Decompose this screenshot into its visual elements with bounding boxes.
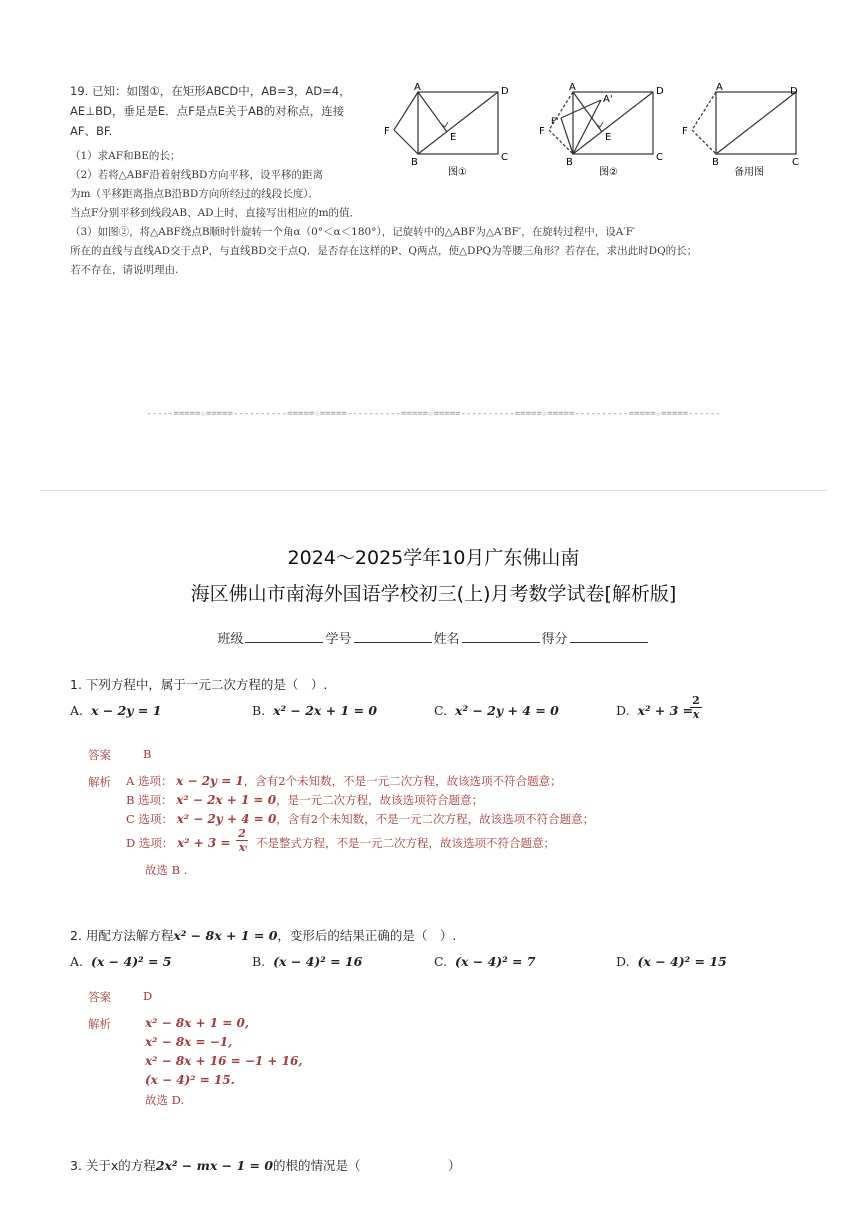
option-expr: x² − 2y + 4 = 0: [455, 703, 559, 718]
q2-option-b: [252, 954, 362, 969]
q1-conclusion: 故选 B .: [145, 863, 188, 877]
stem-text: ，变形后的结果正确的是（ ）.: [277, 928, 457, 943]
q1-analysis-d-fraction: [236, 827, 248, 854]
q1-stem: 1. 下列方程中，属于一元二次方程的是（ ）.: [70, 677, 328, 692]
q2-conclusion: 故选 D.: [145, 1093, 185, 1107]
fig2-label: B: [566, 157, 573, 168]
fig3-label: A: [716, 82, 723, 93]
q19-part2b: 为m（平移距离指点B沿BD方向所经过的线段长度）．: [70, 188, 320, 200]
analysis-key: B 选项：: [126, 793, 173, 807]
q1-analysis-label: 解析: [88, 775, 111, 789]
number-blank[interactable]: [354, 630, 432, 643]
q1-option-d: [616, 703, 693, 718]
name-blank[interactable]: [462, 630, 540, 643]
fig1-label: D: [501, 86, 509, 97]
option-key: C.: [434, 703, 448, 718]
q2-option-a: [70, 954, 171, 969]
option-expr: (x − 4)² = 5: [90, 954, 172, 969]
score-label: 得分: [541, 632, 568, 647]
fig2-label: E: [605, 132, 612, 143]
option-key: C.: [434, 954, 448, 969]
analysis-key: D 选项：: [126, 836, 174, 850]
figure-1: [380, 80, 520, 178]
q2-stem: [70, 926, 456, 944]
section-divider: -----=====☆=====----------=====☆=====----------=====☆=====----------=====☆=====----------=====☆=====------: [146, 409, 721, 419]
figure-3: [678, 80, 818, 178]
fig2-caption: 图②: [599, 167, 618, 178]
q19-line1: 19. 已知：如图①，在矩形ABCD中，AB=3，AD=4，: [70, 84, 351, 98]
q19-part3b: 所在的直线与直线AD交于点P，与直线BD交于点Q．是否存在这样的P、Q两点，使△DPQ为等腰三角形？若存在，求出此时DQ的长；: [70, 245, 698, 257]
analysis-text: ，含有2个未知数，不是一元二次方程，故该选项不符合题意；: [243, 774, 562, 788]
analysis-expr: x² − 2x + 1 = 0: [176, 793, 277, 807]
q2-step-1: x² − 8x + 1 = 0,: [145, 1016, 250, 1030]
q1-answer-label: 答案: [88, 748, 111, 762]
option-key: D.: [616, 703, 630, 718]
analysis-text: ，含有2个未知数，不是一元二次方程，故该选项不符合题意；: [276, 812, 595, 826]
figure-2: [535, 80, 675, 178]
analysis-expr: x² − 2y + 4 = 0: [176, 812, 277, 826]
page-separator: [40, 490, 827, 491]
q1-analysis-a: [126, 773, 562, 789]
analysis-expr: x − 2y = 1: [176, 774, 244, 788]
fraction-numerator: 2: [238, 827, 246, 840]
fig1-label: E: [450, 132, 457, 143]
q19-part3a: （3）如图②，将△ABF绕点B顺时针旋转一个角α（0°＜α＜180°），记旋转中的△ABF为△A′BF′，在旋转过程中，设A′F′: [70, 226, 636, 238]
q19-line3: AF、BF.: [70, 124, 113, 138]
fig3-label: F: [682, 126, 688, 137]
q2-option-d: [616, 954, 727, 969]
q2-step-3: x² − 8x + 16 = −1 + 16,: [145, 1054, 303, 1068]
q1-option-c: [434, 703, 559, 718]
q2-answer: D: [143, 989, 153, 1003]
fig3-label: D: [790, 86, 798, 97]
fig1-label: C: [501, 152, 508, 163]
q19-part1: （1）求AF和BE的长；: [70, 150, 181, 162]
analysis-key: A 选项：: [126, 774, 173, 788]
number-label: 学号: [325, 632, 352, 647]
option-key: D.: [616, 954, 630, 969]
option-expr: (x − 4)² = 15: [637, 954, 727, 969]
paper-title-line1: 2024～2025学年10月广东佛山南: [287, 547, 580, 569]
fraction-denominator: x: [236, 840, 248, 854]
q3-stem: [70, 1156, 461, 1174]
q1-option-b: [252, 703, 377, 718]
q2-answer-label: 答案: [88, 990, 111, 1004]
fig2-label: A': [603, 94, 613, 105]
fig1-label: B: [411, 157, 418, 168]
fig2-label: A: [569, 82, 576, 93]
fraction-numerator: 2: [692, 694, 700, 707]
q1-option-a: [70, 703, 161, 718]
option-expr: (x − 4)² = 7: [455, 954, 536, 969]
q19-part2a: （2）若将△ABF沿着射线BD方向平移，设平移的距离: [70, 169, 323, 181]
option-key: B.: [252, 954, 266, 969]
fraction-denominator: x: [690, 707, 702, 721]
q2-step-4: (x − 4)² = 15.: [145, 1073, 235, 1087]
score-blank[interactable]: [570, 630, 648, 643]
stem-expr: x² − 8x + 1 = 0: [173, 928, 278, 943]
q2-step-2: x² − 8x = −1,: [145, 1035, 233, 1049]
analysis-text: ，不是整式方程，不是一元二次方程，故该选项不符合题意；: [244, 836, 555, 850]
fig2-label: F: [539, 126, 545, 137]
q19-line2: AE⊥BD，垂足是E．点F是点E关于AB的对称点，连接: [70, 104, 345, 118]
q1-analysis-c: [126, 811, 594, 827]
q1-analysis-d: [126, 835, 555, 851]
fig3-caption: 备用图: [734, 167, 764, 178]
q19-part2c: 当点F分别平移到线段AB、AD上时，直接写出相应的m的值．: [70, 207, 361, 219]
option-expr: x² + 3 =: [637, 703, 694, 718]
fig3-label: B: [712, 157, 719, 168]
option-key: A.: [70, 954, 84, 969]
q2-option-c: [434, 954, 536, 969]
stem-text: 的根的情况是（ ）: [273, 1158, 461, 1173]
q2-analysis-label: 解析: [88, 1017, 111, 1031]
option-key: B.: [252, 703, 266, 718]
option-key: A.: [70, 703, 84, 718]
student-info-row: [0, 628, 867, 647]
fig2-label: D: [656, 86, 664, 97]
analysis-key: C 选项：: [126, 812, 173, 826]
name-label: 姓名: [433, 632, 460, 647]
q19-part3c: 若不存在，请说明理由.: [70, 264, 179, 276]
q1-option-d-fraction: [690, 694, 702, 721]
analysis-text: ，是一元二次方程，故该选项符合题意；: [276, 793, 484, 807]
fig3-label: C: [792, 157, 799, 168]
option-expr: x − 2y = 1: [90, 703, 162, 718]
q1-answer: B: [143, 747, 152, 761]
class-blank[interactable]: [245, 630, 323, 643]
paper-title-line2: 海区佛山市南海外国语学校初三(上)月考数学试卷[解析版]: [190, 583, 677, 605]
analysis-expr: x² + 3 =: [177, 836, 231, 850]
option-expr: (x − 4)² = 16: [273, 954, 363, 969]
fig1-label: F: [384, 126, 390, 137]
fig1-caption: 图①: [448, 167, 467, 178]
stem-text: 3. 关于x的方程: [70, 1158, 156, 1173]
fig1-label: A: [414, 82, 421, 93]
q1-analysis-b: [126, 792, 483, 808]
stem-text: 2. 用配方法解方程: [70, 928, 174, 943]
class-label: 班级: [217, 632, 244, 647]
option-expr: x² − 2x + 1 = 0: [273, 703, 378, 718]
fig2-label: C: [656, 152, 663, 163]
fig2-label: F': [551, 117, 559, 127]
stem-expr: 2x² − mx − 1 = 0: [155, 1158, 274, 1173]
